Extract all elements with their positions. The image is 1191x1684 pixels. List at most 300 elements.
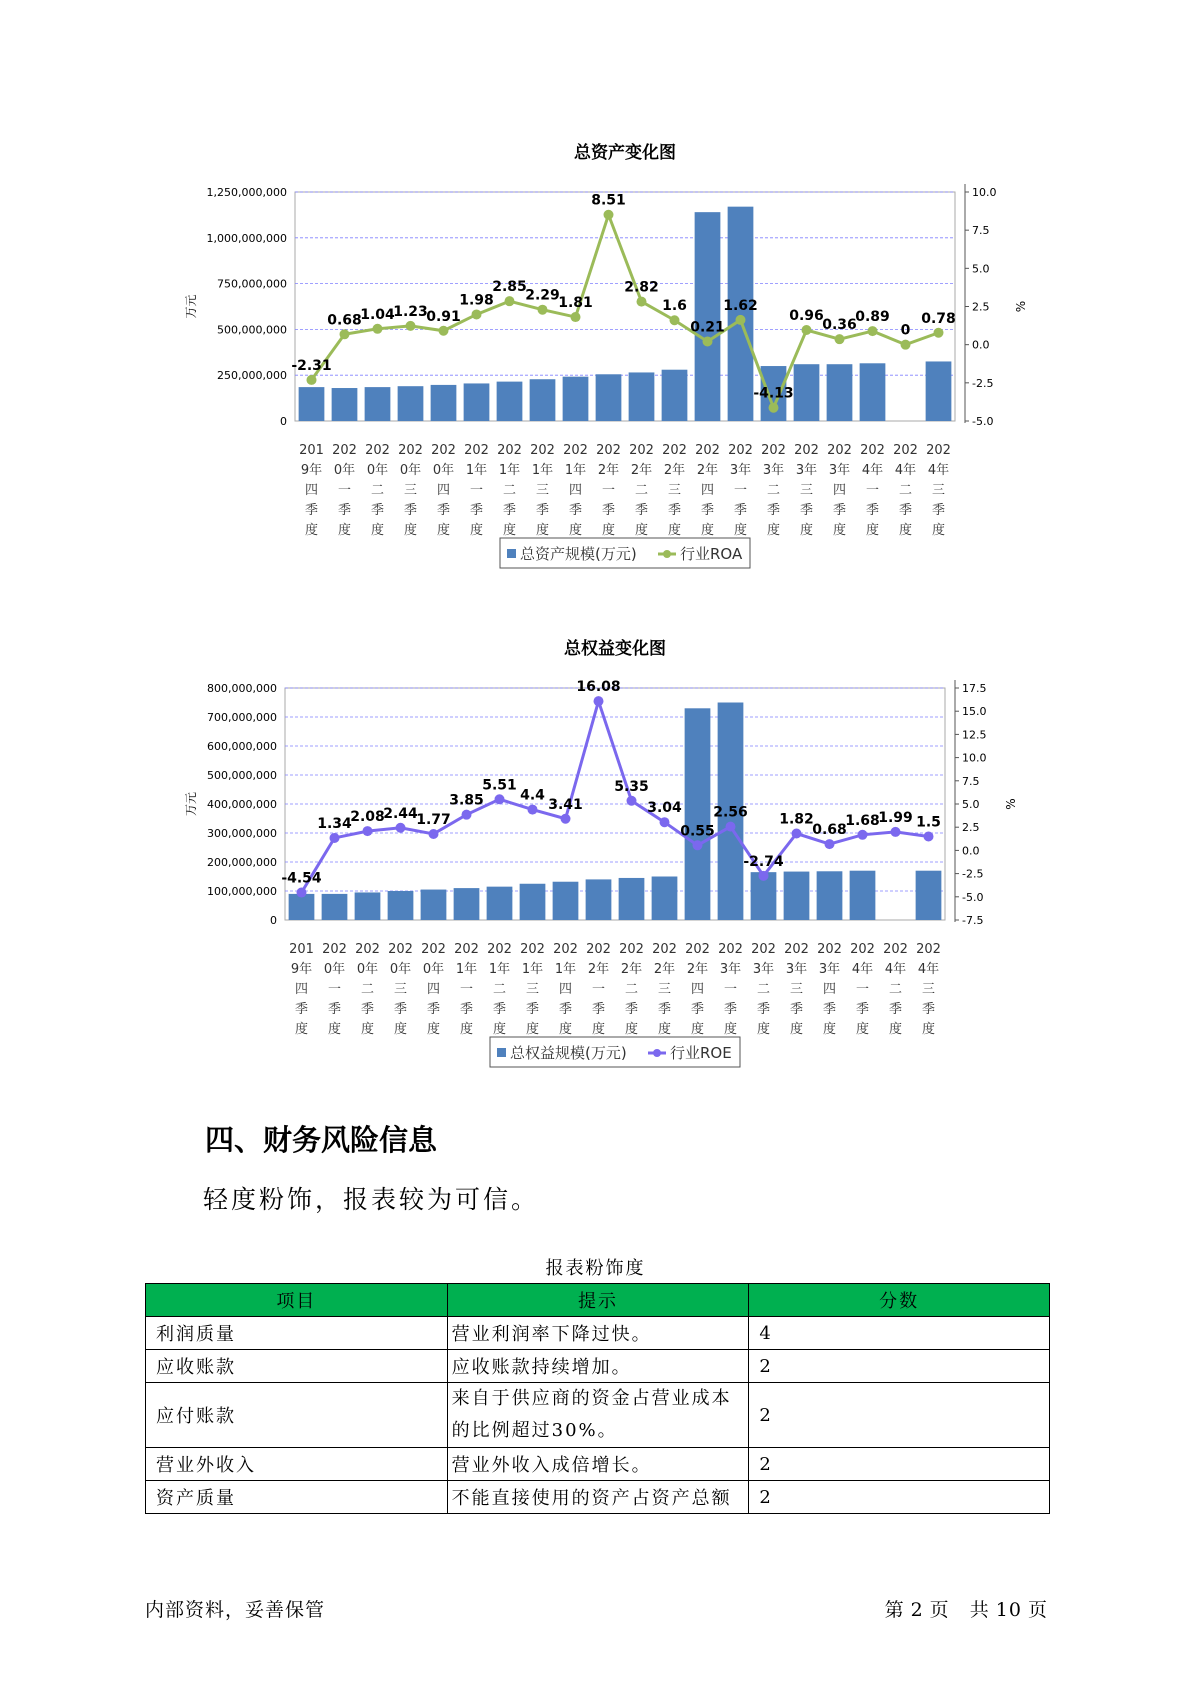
y2-tick-label: 15.0: [962, 705, 987, 719]
x-tick-label: 季: [393, 1002, 408, 1017]
x-tick-label: 1年: [564, 463, 587, 478]
data-label: 1.81: [558, 295, 593, 312]
x-tick-label: 0年: [389, 962, 412, 977]
data-label: 1.04: [360, 306, 395, 323]
x-tick-label: 202: [860, 443, 885, 458]
x-tick-label: 季: [667, 503, 682, 518]
x-tick-label: 度: [525, 1022, 540, 1037]
x-tick-label: 季: [723, 1002, 738, 1017]
y2-tick-label: 7.5: [962, 774, 980, 788]
x-tick-label: 一: [337, 483, 352, 498]
footer-page-prefix: 第: [884, 1599, 905, 1621]
x-tick-label: 4年: [851, 962, 874, 977]
x-tick-label: 度: [294, 1022, 309, 1037]
x-tick-label: 度: [624, 1022, 639, 1037]
x-tick-label: 201: [289, 942, 314, 957]
bar: [563, 377, 589, 421]
x-tick-label: 度: [700, 523, 715, 538]
bar: [454, 888, 480, 920]
x-tick-label: 四: [568, 483, 583, 498]
row-item: 应付账款: [146, 1383, 448, 1448]
legend-line-label: 行业ROA: [680, 545, 743, 563]
x-tick-label: 度: [799, 523, 814, 538]
line-point: [297, 888, 307, 898]
data-label: 0.68: [327, 312, 362, 329]
bar: [685, 708, 711, 920]
x-tick-label: 度: [459, 1022, 474, 1037]
x-tick-label: 度: [756, 1022, 771, 1037]
y2-tick-label: 2.5: [962, 821, 980, 835]
y-axis-title: 万元: [184, 791, 198, 817]
line-point: [462, 810, 472, 820]
x-tick-label: 度: [393, 1022, 408, 1037]
x-tick-label: 度: [690, 1022, 705, 1037]
x-tick-label: 一: [591, 982, 606, 997]
line-point: [406, 321, 416, 331]
table-row: [146, 1350, 1050, 1383]
x-tick-label: 季: [403, 503, 418, 518]
x-tick-label: 三: [393, 982, 408, 997]
line-point: [330, 833, 340, 843]
bar: [662, 370, 688, 421]
line-point: [693, 840, 703, 850]
x-tick-label: 度: [766, 523, 781, 538]
line-point: [495, 794, 505, 804]
y2-tick-label: 5.0: [962, 798, 980, 811]
legend-line-marker: [663, 550, 671, 558]
y-tick-label: 250,000,000: [217, 369, 287, 383]
x-tick-label: 202: [586, 942, 611, 957]
footer-total-suffix: 页: [1027, 1599, 1048, 1621]
x-tick-label: 度: [723, 1022, 738, 1037]
y2-tick-label: -2.5: [972, 376, 994, 390]
x-tick-label: 0年: [366, 463, 389, 478]
chart-title: 总权益变化图: [564, 639, 666, 659]
x-tick-label: 2年: [653, 962, 676, 977]
line-point: [528, 805, 538, 815]
x-tick-label: 二: [766, 483, 781, 498]
x-tick-label: 3年: [719, 962, 742, 977]
x-tick-label: 202: [695, 443, 720, 458]
line-point: [363, 826, 373, 836]
y-tick-label: 500,000,000: [217, 323, 287, 337]
table-row: [146, 1383, 1050, 1448]
y2-tick-label: -2.5: [962, 867, 984, 881]
x-tick-label: 202: [497, 443, 522, 458]
line-point: [924, 831, 934, 841]
x-tick-label: 度: [657, 1022, 672, 1037]
x-tick-label: 季: [822, 1002, 837, 1017]
y2-tick-label: 10.0: [962, 751, 987, 765]
line-point: [627, 796, 637, 806]
x-tick-label: 4年: [927, 463, 950, 478]
data-label: 1.5: [916, 814, 941, 831]
x-tick-label: 2年: [620, 962, 643, 977]
legend-bar-swatch: [507, 549, 516, 558]
y-tick-label: 750,000,000: [217, 277, 287, 291]
data-label: 2.56: [713, 804, 748, 821]
x-tick-label: 季: [733, 503, 748, 518]
x-tick-label: 三: [931, 483, 946, 498]
x-tick-label: 202: [454, 942, 479, 957]
data-label: 2.82: [624, 279, 659, 296]
x-tick-label: 二: [360, 982, 375, 997]
y-tick-label: 100,000,000: [207, 885, 277, 898]
line-point: [561, 814, 571, 824]
y2-tick-label: 0.0: [972, 338, 990, 352]
row-item: 营业外收入: [146, 1448, 448, 1481]
x-tick-label: 四: [426, 982, 441, 997]
x-tick-label: 四: [436, 483, 451, 498]
data-label: 2.29: [525, 287, 560, 304]
x-tick-label: 度: [426, 1022, 441, 1037]
x-tick-label: 202: [563, 443, 588, 458]
bar: [629, 372, 655, 421]
data-label: -4.13: [753, 385, 794, 402]
x-tick-label: 202: [916, 942, 941, 957]
x-tick-label: 1年: [531, 463, 554, 478]
x-tick-label: 季: [492, 1002, 507, 1017]
x-tick-label: 度: [822, 1022, 837, 1037]
legend-line-marker: [653, 1049, 661, 1057]
x-tick-label: 度: [492, 1022, 507, 1037]
x-tick-label: 季: [370, 503, 385, 518]
data-label: 1.34: [317, 815, 352, 832]
x-tick-label: 度: [535, 523, 550, 538]
data-label: 3.04: [647, 800, 682, 817]
row-hint: 营业外收入成倍增长。: [447, 1448, 749, 1481]
data-label: 1.98: [459, 292, 494, 309]
x-tick-label: 2年: [686, 962, 709, 977]
y2-tick-label: 12.5: [962, 728, 987, 742]
data-label: 1.99: [878, 809, 913, 826]
data-label: 5.35: [614, 778, 649, 795]
y-tick-label: 500,000,000: [207, 769, 277, 782]
data-label: 1.23: [393, 303, 428, 320]
data-label: 0.68: [812, 822, 847, 839]
row-hint: 营业利润率下降过快。: [447, 1317, 749, 1350]
line-point: [340, 329, 350, 339]
x-tick-label: 季: [525, 1002, 540, 1017]
x-tick-label: 202: [794, 443, 819, 458]
risk-table: [145, 1283, 1050, 1514]
x-tick-label: 三: [403, 483, 418, 498]
x-tick-label: 季: [568, 503, 583, 518]
bar: [553, 882, 579, 920]
x-tick-label: 三: [667, 483, 682, 498]
x-tick-label: 202: [355, 942, 380, 957]
x-tick-label: 一: [855, 982, 870, 997]
data-label: 1.82: [779, 811, 814, 828]
table-row: [146, 1317, 1050, 1350]
line-point: [792, 829, 802, 839]
x-tick-label: 季: [855, 1002, 870, 1017]
x-tick-label: 202: [893, 443, 918, 458]
x-tick-label: 度: [469, 523, 484, 538]
line-point: [759, 871, 769, 881]
x-tick-label: 一: [601, 483, 616, 498]
x-tick-label: 202: [596, 443, 621, 458]
bar: [299, 387, 325, 421]
y-tick-label: 700,000,000: [207, 711, 277, 724]
bar: [827, 364, 853, 421]
x-tick-label: 季: [337, 503, 352, 518]
x-tick-label: 度: [436, 523, 451, 538]
data-label: 1.6: [662, 298, 687, 315]
row-score: 2: [749, 1448, 1050, 1481]
x-tick-label: 度: [601, 523, 616, 538]
y2-tick-label: 7.5: [972, 224, 990, 238]
line-point: [505, 296, 515, 306]
bar: [926, 361, 952, 421]
x-tick-label: 4年: [894, 463, 917, 478]
bar: [619, 878, 645, 920]
data-label: 3.85: [449, 792, 484, 809]
x-tick-label: 度: [931, 523, 946, 538]
y-tick-label: 1,250,000,000: [206, 186, 287, 199]
bar: [586, 879, 612, 920]
y2-tick-label: 2.5: [972, 300, 990, 314]
x-tick-label: 9年: [300, 463, 323, 478]
x-tick-label: 度: [733, 523, 748, 538]
data-label: 0.55: [680, 823, 715, 840]
x-tick-label: 季: [535, 503, 550, 518]
footer-total-number: 10: [995, 1599, 1022, 1621]
x-tick-label: 2年: [597, 463, 620, 478]
x-tick-label: 三: [525, 982, 540, 997]
x-tick-label: 202: [662, 443, 687, 458]
x-tick-label: 202: [629, 443, 654, 458]
bar: [398, 386, 424, 421]
bar: [850, 871, 876, 920]
legend-bar-swatch: [497, 1048, 506, 1057]
data-label: 2.44: [383, 805, 418, 822]
line-point: [769, 403, 779, 413]
x-tick-label: 季: [558, 1002, 573, 1017]
x-tick-label: 2年: [587, 962, 610, 977]
bar: [431, 385, 457, 421]
data-label: 16.08: [576, 679, 621, 696]
x-tick-label: 0年: [333, 463, 356, 478]
x-tick-label: 季: [294, 1002, 309, 1017]
line-point: [439, 326, 449, 336]
x-tick-label: 3年: [762, 463, 785, 478]
x-tick-label: 202: [332, 443, 357, 458]
data-label: 0.96: [789, 308, 824, 325]
line-point: [901, 340, 911, 350]
line-point: [429, 829, 439, 839]
x-tick-label: 度: [898, 523, 913, 538]
row-item: 利润质量: [146, 1317, 448, 1350]
data-label: 2.08: [350, 809, 385, 826]
x-tick-label: 1年: [465, 463, 488, 478]
x-tick-label: 202: [398, 443, 423, 458]
x-tick-label: 202: [784, 942, 809, 957]
table-row: [146, 1448, 1050, 1481]
x-tick-label: 季: [756, 1002, 771, 1017]
x-tick-label: 202: [464, 443, 489, 458]
x-tick-label: 二: [634, 483, 649, 498]
y2-tick-label: 0.0: [962, 844, 980, 858]
x-tick-label: 度: [502, 523, 517, 538]
x-tick-label: 202: [487, 942, 512, 957]
y2-axis-title: %: [1004, 798, 1018, 810]
x-tick-label: 202: [751, 942, 776, 957]
x-tick-label: 季: [304, 503, 319, 518]
x-tick-label: 度: [403, 523, 418, 538]
x-tick-label: 2年: [663, 463, 686, 478]
x-tick-label: 季: [832, 503, 847, 518]
x-tick-label: 季: [700, 503, 715, 518]
data-label: 5.51: [482, 777, 517, 794]
y2-tick-label: 10.0: [972, 186, 997, 199]
x-tick-label: 0年: [422, 962, 445, 977]
x-tick-label: 3年: [729, 463, 752, 478]
x-tick-label: 0年: [399, 463, 422, 478]
data-label: 0.78: [921, 310, 956, 327]
line-point: [825, 839, 835, 849]
x-tick-label: 9年: [290, 962, 313, 977]
total-equity-chart: [0, 620, 1191, 1100]
line-point: [660, 817, 670, 827]
x-tick-label: 二: [898, 483, 913, 498]
x-tick-label: 4年: [861, 463, 884, 478]
x-tick-label: 四: [690, 982, 705, 997]
footer-total-prefix: 共: [969, 1599, 990, 1621]
bar: [695, 212, 721, 421]
x-tick-label: 二: [502, 483, 517, 498]
bar: [794, 364, 820, 421]
data-label: 0.91: [426, 308, 461, 325]
bar: [784, 872, 810, 920]
y2-tick-label: -7.5: [962, 914, 984, 927]
y-axis-title: 万元: [184, 294, 198, 319]
row-item: 应收账款: [146, 1350, 448, 1383]
x-tick-label: 二: [888, 982, 903, 997]
x-tick-label: 季: [591, 1002, 606, 1017]
x-tick-label: 3年: [828, 463, 851, 478]
x-tick-label: 202: [365, 443, 390, 458]
x-tick-label: 三: [921, 982, 936, 997]
bar: [388, 891, 414, 920]
x-tick-label: 3年: [785, 962, 808, 977]
x-tick-label: 季: [436, 503, 451, 518]
x-tick-label: 2年: [630, 463, 653, 478]
x-tick-label: 1年: [498, 463, 521, 478]
header-score: 分数: [749, 1284, 1050, 1317]
header-hint: 提示: [447, 1284, 749, 1317]
x-tick-label: 一: [459, 982, 474, 997]
x-tick-label: 4年: [917, 962, 940, 977]
x-tick-label: 四: [822, 982, 837, 997]
x-tick-label: 202: [530, 443, 555, 458]
x-tick-label: 度: [888, 1022, 903, 1037]
x-tick-label: 季: [865, 503, 880, 518]
x-tick-label: 季: [327, 1002, 342, 1017]
y2-tick-label: 5.0: [972, 262, 990, 276]
x-tick-label: 202: [619, 942, 644, 957]
bar: [322, 894, 348, 920]
x-tick-label: 度: [789, 1022, 804, 1037]
bar: [487, 887, 513, 920]
x-tick-label: 1年: [554, 962, 577, 977]
line-point: [373, 324, 383, 334]
x-tick-label: 3年: [818, 962, 841, 977]
x-tick-label: 季: [789, 1002, 804, 1017]
bar: [355, 892, 381, 920]
x-tick-label: 1年: [488, 962, 511, 977]
y-tick-label: 800,000,000: [207, 682, 277, 695]
x-tick-label: 季: [766, 503, 781, 518]
x-tick-label: 202: [761, 443, 786, 458]
bar: [421, 890, 447, 920]
line-point: [858, 830, 868, 840]
x-tick-label: 202: [817, 942, 842, 957]
total-assets-chart: [0, 120, 1191, 600]
y-tick-label: 200,000,000: [207, 856, 277, 869]
row-score: 2: [749, 1350, 1050, 1383]
x-tick-label: 四: [294, 982, 309, 997]
data-label: 4.4: [520, 787, 545, 804]
data-label: 0: [900, 322, 911, 339]
row-score: 4: [749, 1317, 1050, 1350]
y-tick-label: 600,000,000: [207, 740, 277, 753]
y2-tick-label: -5.0: [962, 890, 984, 904]
x-tick-label: 0年: [323, 962, 346, 977]
legend-bar-label: 总资产规模(万元): [520, 545, 637, 563]
line-point: [571, 312, 581, 322]
x-tick-label: 四: [558, 982, 573, 997]
line-point: [868, 326, 878, 336]
x-tick-label: 2年: [696, 463, 719, 478]
x-tick-label: 度: [634, 523, 649, 538]
row-item: 资产质量: [146, 1481, 448, 1514]
y-tick-label: 400,000,000: [207, 798, 277, 811]
x-tick-label: 202: [685, 942, 710, 957]
bar: [520, 884, 546, 920]
x-tick-label: 度: [370, 523, 385, 538]
line-point: [726, 822, 736, 832]
data-label: 3.41: [548, 796, 583, 813]
y-tick-label: 0: [270, 914, 277, 927]
x-tick-label: 度: [327, 1022, 342, 1037]
x-tick-label: 四: [832, 483, 847, 498]
x-tick-label: 202: [431, 443, 456, 458]
row-score: 2: [749, 1383, 1050, 1448]
x-tick-label: 3年: [795, 463, 818, 478]
bar: [332, 388, 358, 421]
x-tick-label: 季: [502, 503, 517, 518]
x-tick-label: 季: [426, 1002, 441, 1017]
x-tick-label: 度: [591, 1022, 606, 1037]
total-assets-chart-svg: [0, 120, 1191, 600]
line-point: [934, 328, 944, 338]
x-tick-label: 四: [304, 483, 319, 498]
x-tick-label: 三: [799, 483, 814, 498]
x-tick-label: 季: [601, 503, 616, 518]
bar: [652, 877, 678, 921]
x-tick-label: 4年: [884, 962, 907, 977]
footer-page-number: 2: [910, 1599, 924, 1621]
x-tick-label: 季: [624, 1002, 639, 1017]
x-tick-label: 度: [832, 523, 847, 538]
x-tick-label: 202: [850, 942, 875, 957]
x-tick-label: 季: [799, 503, 814, 518]
x-tick-label: 度: [855, 1022, 870, 1037]
table-header-row: [146, 1284, 1050, 1317]
bar: [596, 374, 622, 421]
x-tick-label: 202: [728, 443, 753, 458]
